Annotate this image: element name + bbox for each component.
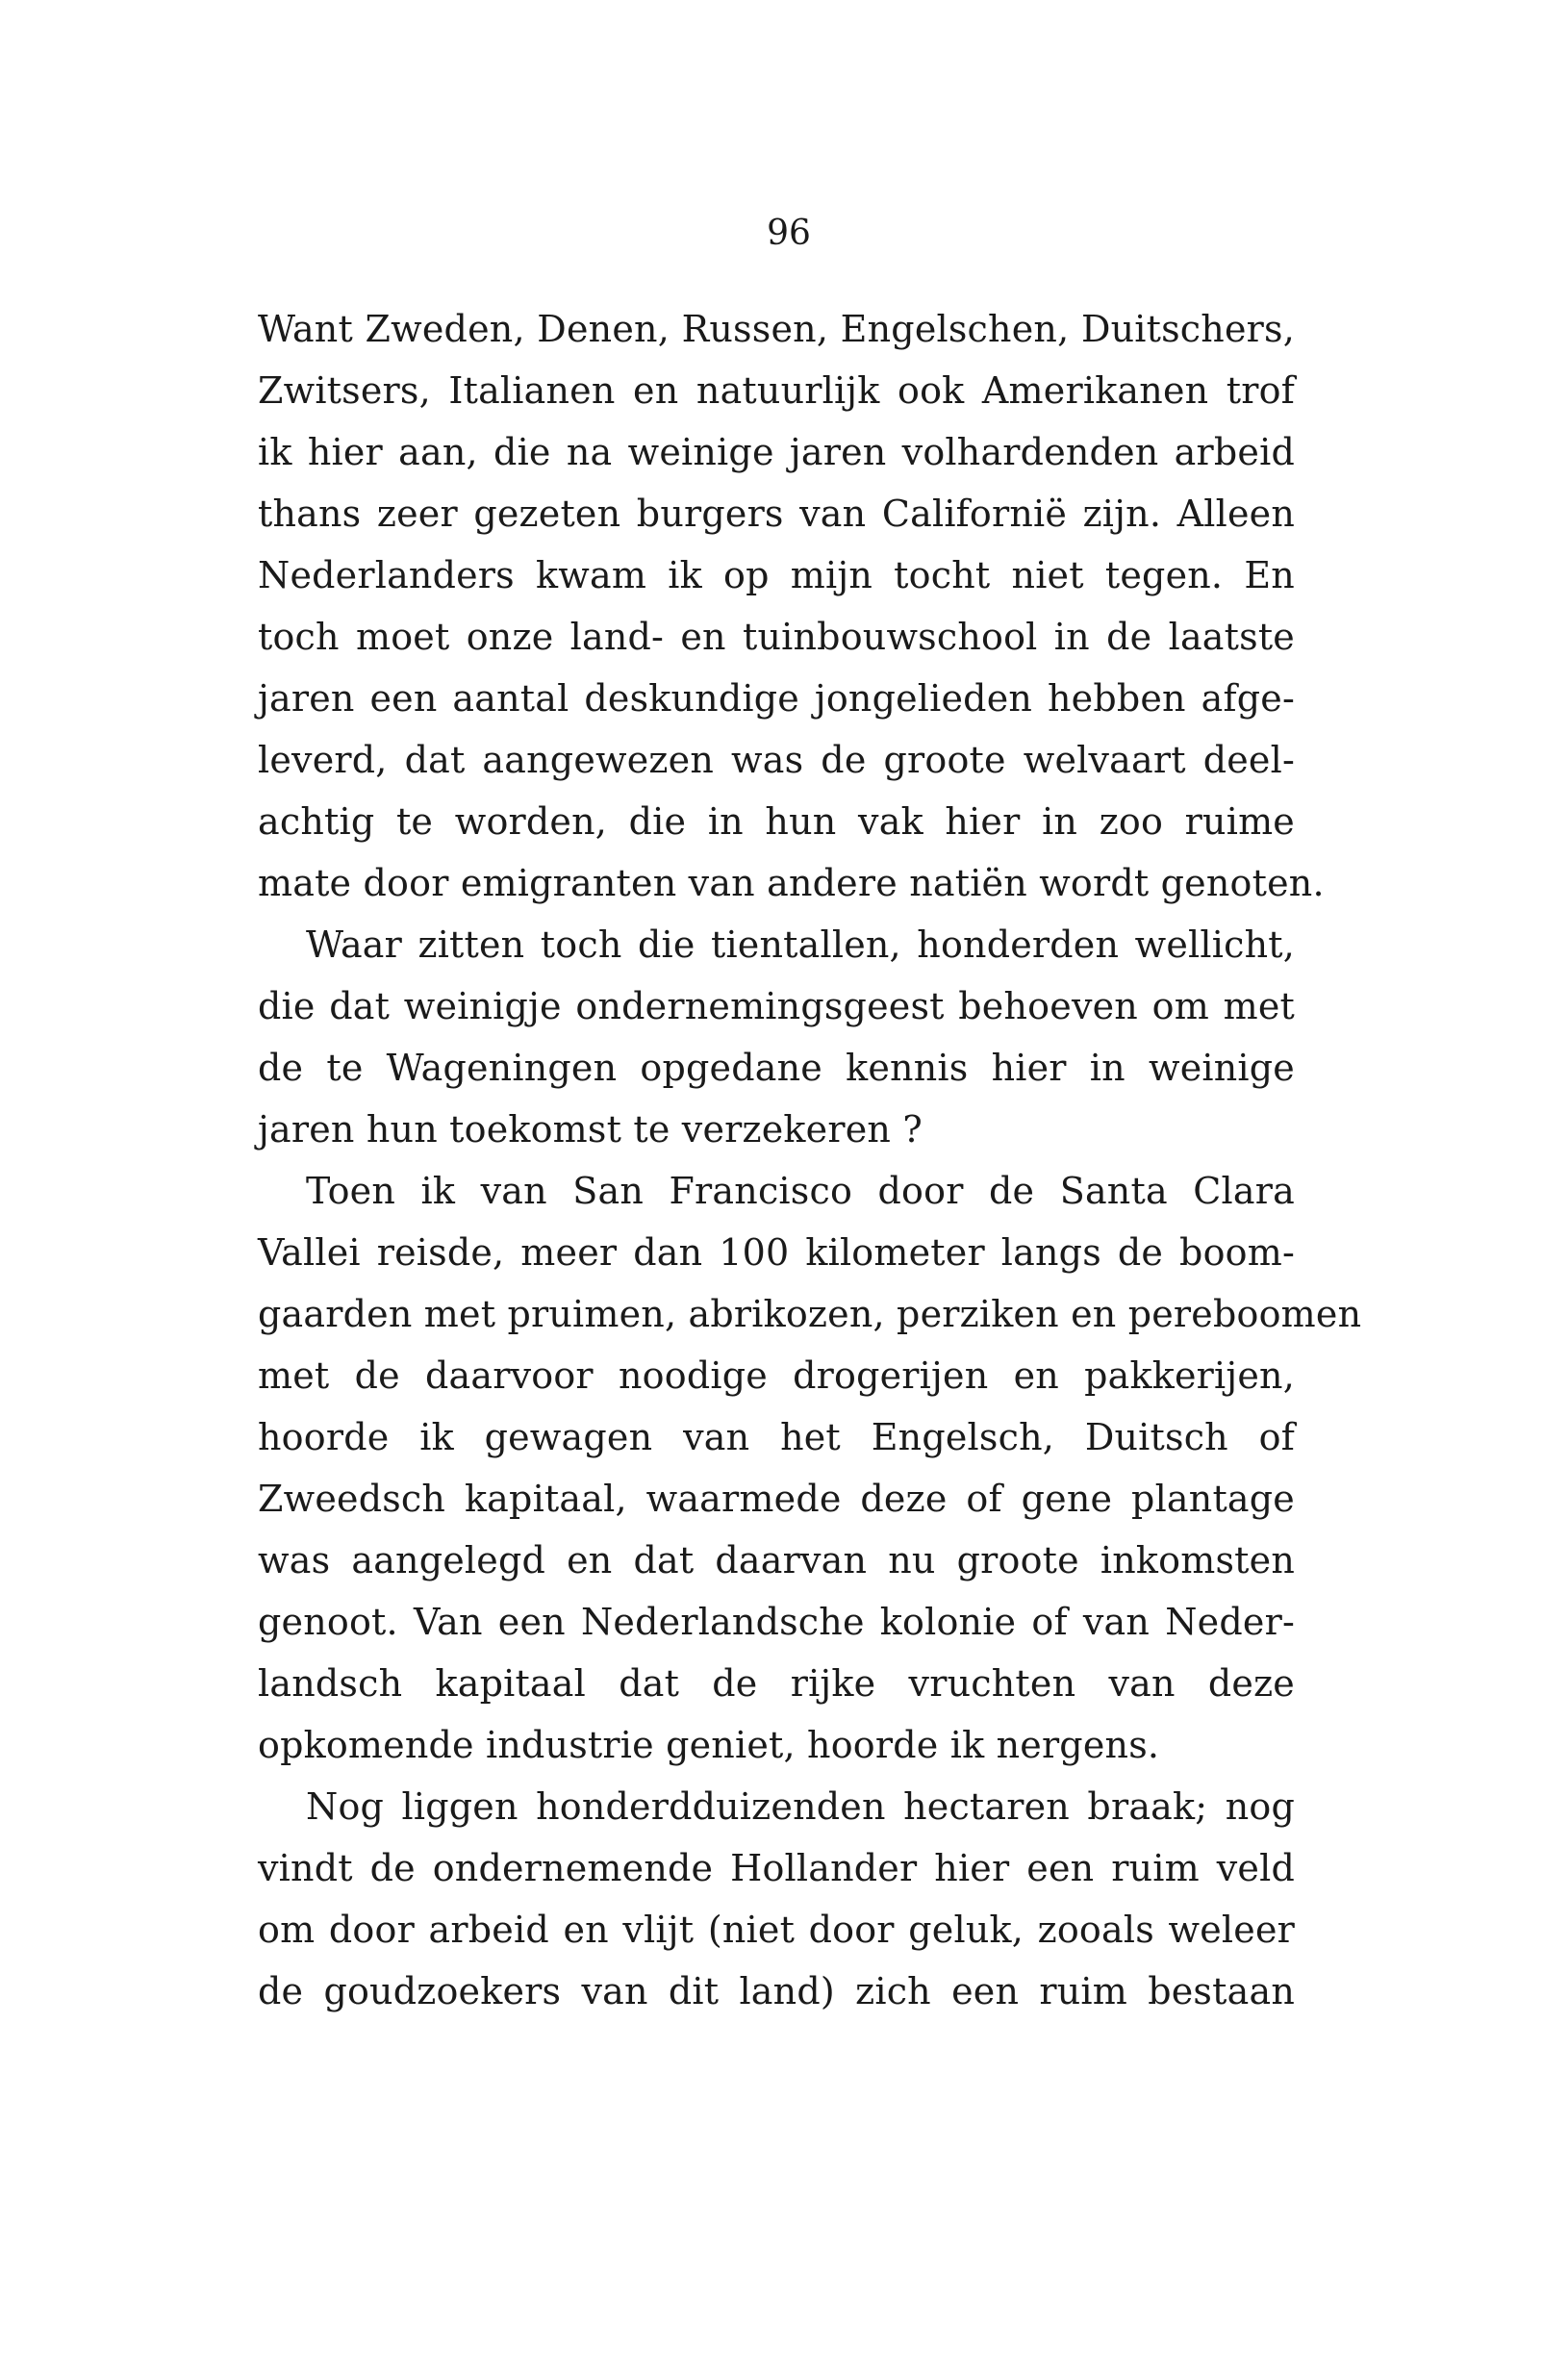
paragraph	[258, 298, 1325, 914]
text-line: thans zeer gezeten burgers van Californië zijn. Alleen	[258, 493, 1295, 535]
body-text	[258, 298, 1362, 2022]
text-line: opkomende industrie geniet, hoorde ik nergens.	[258, 1724, 1160, 1766]
text-line: vindt de ondernemende Hollander hier een ruim veld	[258, 1847, 1295, 1889]
text-line: Zweedsch kapitaal, waarmede deze of gene plantage	[258, 1478, 1295, 1520]
text-line: om door arbeid en vlijt (niet door geluk, zooals weleer	[258, 1909, 1295, 1951]
text-line: Vallei reisde, meer dan 100 kilometer langs de boom-	[258, 1231, 1295, 1274]
text-line: Toen ik van San Francisco door de Santa Clara	[306, 1170, 1295, 1212]
text-line: mate door emigranten van andere natiën wordt genoten.	[258, 862, 1325, 904]
text-line: Zwitsers, Italianen en natuurlijk ook Amerikanen trof	[258, 369, 1295, 412]
text-line: die dat weinigje ondernemingsgeest behoeven om met	[258, 985, 1295, 1027]
text-line: de te Wageningen opgedane kennis hier in weinige	[258, 1047, 1295, 1089]
text-line: jaren een aantal deskundige jongelieden hebben afge-	[258, 677, 1295, 720]
paragraph	[258, 1160, 1362, 1776]
text-line: hoorde ik gewagen van het Engelsch, Duitsch of	[258, 1416, 1295, 1458]
paragraph	[258, 914, 1295, 1160]
text-line: met de daarvoor noodige drogerijen en pakkerijen,	[258, 1354, 1295, 1397]
text-line: Nederlanders kwam ik op mijn tocht niet tegen. En	[258, 554, 1295, 596]
text-line: leverd, dat aangewezen was de groote welvaart deel-	[258, 739, 1295, 781]
text-line: de goudzoekers van dit land) zich een ruim bestaan	[258, 1970, 1295, 2012]
text-line: jaren hun toekomst te verzekeren ?	[258, 1108, 923, 1151]
text-line: genoot. Van een Nederlandsche kolonie of van Neder-	[258, 1601, 1295, 1643]
page-number: 96	[767, 214, 811, 253]
text-line: Want Zweden, Denen, Russen, Engelschen, Duitschers,	[258, 308, 1295, 350]
text-line: achtig te worden, die in hun vak hier in zoo ruime	[258, 800, 1295, 843]
text-line: gaarden met pruimen, abrikozen, perziken en pereboomen	[258, 1293, 1362, 1335]
text-line: Waar zitten toch die tientallen, honderden wellicht,	[306, 923, 1295, 966]
text-line: landsch kapitaal dat de rijke vruchten van deze	[258, 1662, 1295, 1705]
text-line: toch moet onze land- en tuinbouwschool in de laatste	[258, 616, 1295, 658]
text-line: ik hier aan, die na weinige jaren volhardenden arbeid	[258, 431, 1295, 473]
paragraph	[258, 1776, 1295, 2022]
text-line: was aangelegd en dat daarvan nu groote inkomsten	[258, 1539, 1295, 1581]
text-line: Nog liggen honderdduizenden hectaren braak; nog	[306, 1785, 1295, 1828]
